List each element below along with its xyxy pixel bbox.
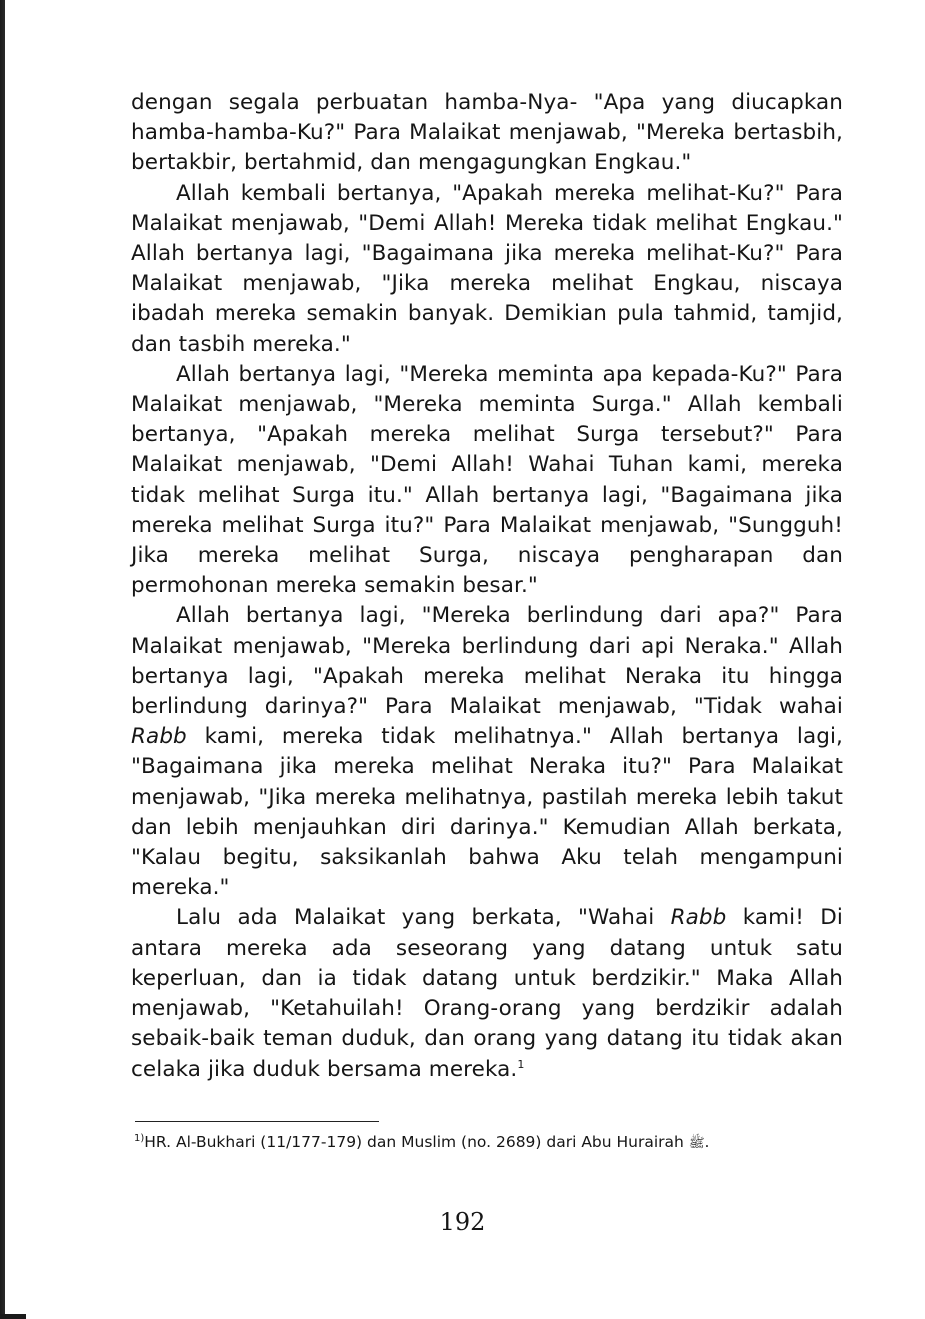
paragraph-5-part-1: Lalu ada Malaikat yang berkata, "Wahai: [176, 905, 671, 931]
paragraph-5-part-2: kami! Di antara mereka ada seseorang yang datang untuk satu keperluan, dan ia tidak datang untuk berdzikir." Maka Allah menjawab, "Ketahuilah! Orang-orang yang berdzikir adalah sebaik-baik teman duduk, dan orang yang datang itu tidak akan celaka jika duduk bersama mereka.: [131, 905, 843, 1082]
footnote: [134, 1131, 854, 1155]
paragraph-4-part-2: kami, mereka tidak melihatnya." Allah bertanya lagi, "Bagaimana jika mereka melihat Neraka itu?" Para Malaikat menjawab, "Jika mereka melihatnya, pastilah mereka lebih takut dan lebih menjauhkan diri darinya." Kemudian Allah berkata, "Kalau begitu, saksikanlah bahwa Aku telah mengampuni mereka.": [131, 724, 843, 901]
scan-edge-corner: [0, 1314, 26, 1319]
paragraph-3: Allah bertanya lagi, "Mereka meminta apa kepada-Ku?" Para Malaikat menjawab, "Mereka meminta Surga." Allah kembali bertanya, "Apakah mereka melihat Surga tersebut?" Para Malaikat menjawab, "Demi Allah! Wahai Tuhan kami, mereka tidak melihat Surga itu." Allah bertanya lagi, "Bagaimana jika mereka melihat Surga itu?" Para Malaikat menjawab, "Sungguh! Jika mereka melihat Surga, niscaya pengharapan dan permohonan mereka semakin besar.": [131, 361, 843, 599]
footnote-text: HR. Al-Bukhari (11/177-179) dan Muslim (no. 2689) dari Abu Hurairah: [144, 1133, 684, 1151]
paragraph-5: [131, 903, 843, 1084]
honorific-symbol: ﷺ: [688, 1136, 705, 1151]
paragraph-4-italic-rabb: Rabb: [131, 724, 187, 750]
footnote-divider: [135, 1121, 379, 1122]
footnote-marker: 1): [134, 1132, 145, 1144]
paragraph-2: Allah kembali bertanya, "Apakah mereka melihat-Ku?" Para Malaikat menjawab, "Demi Allah! Mereka tidak melihat Engkau." Allah bertanya lagi, "Bagaimana jika mereka melihat-Ku?" Para Malaikat menjawab, "Jika mereka melihat Engkau, niscaya ibadah mereka semakin banyak. Demikian pula tahmid, tamjid, dan tasbih mereka.": [131, 180, 843, 357]
footnote-end: .: [704, 1133, 710, 1151]
paragraph-1: dengan segala perbuatan hamba-Nya- "Apa yang diucapkan hamba-hamba-Ku?" Para Malaikat menjawab, "Mereka bertasbih, bertakbir, bertahmid, dan mengagungkan Engkau.": [131, 90, 843, 176]
page-number: 192: [439, 1208, 486, 1236]
paragraph-4-part-1: Allah bertanya lagi, "Mereka berlindung dari apa?" Para Malaikat menjawab, "Mereka berlindung dari api Neraka." Allah bertanya lagi, "Apakah mereka melihat Neraka itu hingga berlindung darinya?" Para Malaikat menjawab, "Tidak wahai: [131, 603, 843, 720]
scan-edge-left: [0, 0, 5, 1319]
body-text: [131, 88, 843, 1085]
paragraph-5-italic-rabb: Rabb: [670, 905, 727, 931]
footnote-reference: 1: [517, 1057, 525, 1071]
paragraph-4: [131, 601, 843, 903]
